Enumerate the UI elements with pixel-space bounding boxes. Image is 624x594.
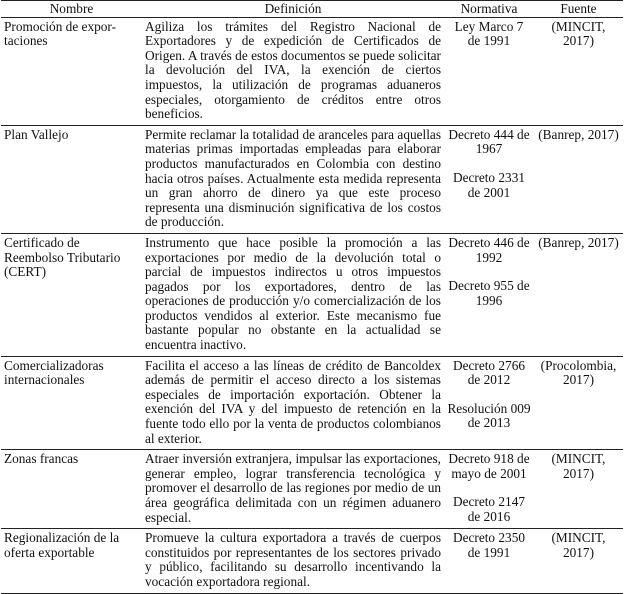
cell-fuente: (Procolombia, 2017) (534, 356, 623, 450)
cell-nombre: Regionalización de la oferta exportable (1, 529, 142, 593)
normativa-item: Decreto 2147 de 2016 (453, 494, 525, 524)
normativa-item: Ley Marco 7 de 1991 (454, 18, 524, 49)
cell-nombre: Comercializadoras internacionales (1, 356, 142, 450)
table-row (1, 17, 623, 125)
cell-definicion: Promueve la cultura exportadora a través de cuerpos constituidos por representantes de los sectores privado y público, facilitando su desarrollo incentivando la vocación exportadora regional. (142, 529, 444, 593)
table-row (1, 450, 623, 529)
cell-normativa (444, 125, 534, 233)
normativa-item: Decreto 918 de mayo de 2001 (448, 451, 530, 481)
cell-fuente: (Banrep, 2017) (534, 233, 623, 356)
cell-nombre: Certificado de Reembolso Tributario (CERT) (1, 233, 142, 356)
table-row (1, 529, 623, 593)
cell-nombre: Promoción de expor-taciones (1, 17, 142, 125)
normativa-item: Decreto 2331 de 2001 (453, 169, 525, 200)
cell-fuente: (MINCIT, 2017) (534, 529, 623, 593)
cell-fuente: (MINCIT, 2017) (534, 450, 623, 529)
cell-definicion: Facilita el acceso a las líneas de crédito de Bancoldex además de permitir el acceso directo a los sistemas especiales de importación exportación. Obtener la exención del IVA y del impuesto de retención en la fuente todo ello por la venta de productos colombianos al exterior. (142, 356, 444, 450)
table-row (1, 125, 623, 233)
header-normativa: Normativa (444, 1, 534, 18)
table-row (1, 233, 623, 356)
cell-normativa (444, 17, 534, 125)
cell-fuente: (Banrep, 2017) (534, 125, 623, 233)
cell-definicion: Permite reclamar la totalidad de aranceles para aquellas materias primas importadas empleadas para elaborar productos manufacturados en Colombia con destino hacia otros países. Actualmente esta medida representa un gran ahorro de dinero ya que este proceso representa una disminución significativa de los costos de producción. (142, 125, 444, 233)
normativa-item: Decreto 2766 de 2012 (453, 357, 525, 388)
normativa-item: Decreto 444 de 1967 (448, 126, 530, 157)
header-nombre: Nombre (1, 1, 142, 18)
cell-normativa (444, 529, 534, 593)
cell-definicion: Instrumento que hace posible la promoción a las exportaciones por medio de la devolución total o parcial de impuestos indirectos u otros impuestos pagados por los exportadores, dentro de las operaciones de producción y/o comercialización de los productos vendidos al exterior. Este mecanismo fue bastante popular no obstante en la actualidad se encuentra inactivo. (142, 233, 444, 356)
header-fuente: Fuente (534, 1, 623, 18)
header-row (1, 1, 623, 18)
cell-definicion: Atraer inversión extranjera, impulsar las exportaciones, generar empleo, lograr transferencia tecnológica y promover el desarrollo de las regiones por medio de un área geográfica delimitada con un régimen aduanero especial. (142, 450, 444, 529)
cell-normativa (444, 356, 534, 450)
cell-definicion: Agiliza los trámites del Registro Nacional de Exportadores y de expedición de Certificados de Origen. A través de estos documentos se puede solicitar la devolución del IVA, la exención de ciertos impuestos, la utilización de programas aduaneros especiales, otorgamiento de créditos entre otros beneficios. (142, 17, 444, 125)
cell-nombre: Zonas francas (1, 450, 142, 529)
header-definicion: Definición (142, 1, 444, 18)
normativa-item: Decreto 2350 de 1991 (453, 530, 525, 560)
cell-nombre: Plan Vallejo (1, 125, 142, 233)
cell-fuente: (MINCIT, 2017) (534, 17, 623, 125)
cell-normativa (444, 233, 534, 356)
normativa-item: Decreto 446 de 1992 (448, 234, 530, 265)
normativa-item: Decreto 955 de 1996 (448, 278, 530, 308)
table-row (1, 356, 623, 450)
policy-table (1, 0, 623, 594)
normativa-item: Resolución 009 de 2013 (447, 400, 531, 431)
cell-normativa (444, 450, 534, 529)
